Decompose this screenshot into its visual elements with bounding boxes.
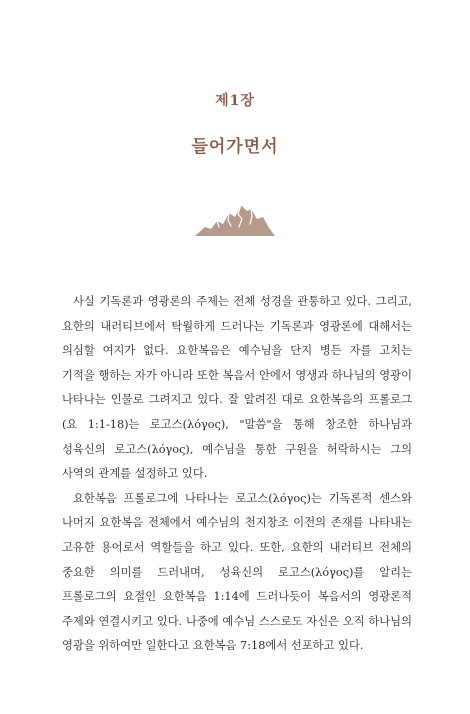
paragraph-1: 사실 기독론과 영광론의 주제는 전체 성경을 관통하고 있다. 그리고, 요한의 내러티브에서 탁월하게 드러나는 기독론과 영광론에 대해서는 의심할 여지가 없다. 요한복음은 예수님을 단지 병든 자를 고치는 기적을 행하는 자가 아니라 또한 복음서 안에서 영생과 하나님의 영광이 나타나는 인물로 그려지고 있다. 잘 알려진 대로 요한복음의 프롤로그(요 1:1-18)는 로고스(λόγος), "말씀"을 통해 창조한 하나님과 성육신의 로고스(λόγος), 예수님을 통한 구원을 허락하시는 그의 사역의 관계를 설정하고 있다.	[62, 295, 412, 481]
chapter-label: 제1장	[215, 93, 255, 109]
body-text	[62, 290, 412, 659]
chapter-title: 들어가면서	[191, 137, 279, 157]
paragraph-2: 요한복음 프롤로그에 나타나는 로고스(λόγος)는 기독론적 센스와 나머지 요한복음 전체에서 예수님의 천지창조 이전의 존재를 나타내는 고유한 용어로서 역할들을 하고 있다. 또한, 요한의 내러티브 전체의 중요한 의미를 드러내며, 성육신의 로고스(λόγος)를 알리는 프롤로그의 요절인 요한복음 1:14에 드러나듯이 복음서의 영광론적 주제와 연결시키고 있다. 나중에 예수님 스스로도 자신은 오직 하나님의 영광을 위하여만 일한다고 요한복음 7:18에서 선포하고 있다.	[62, 491, 412, 653]
mountain-icon	[195, 200, 275, 236]
